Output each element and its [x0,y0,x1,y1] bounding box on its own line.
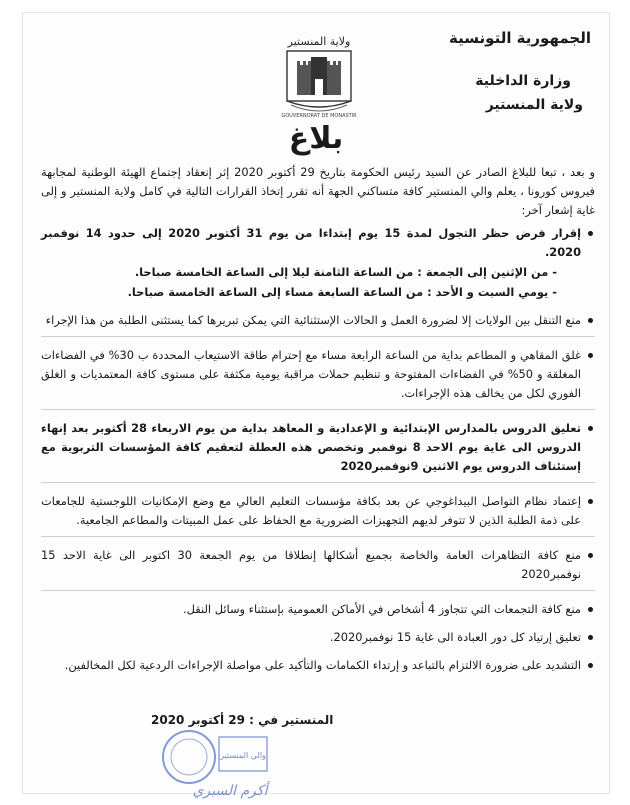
place-date: المنستير في : 29 أكتوبر 2020 [151,713,334,727]
list-item [41,224,595,302]
list-item-text: إقرار فرض حظر التجول لمدة 15 يوم إبتداءا من يوم 31 أكتوبر 2020 إلى حدود 14 نوفمبر 2020. [41,226,581,259]
list-item-text: التشديد على ضرورة الالتزام بالتباعد و إرتداء الكمامات والتأكيد على مواصلة الإجراءات الردعية لكل المخالفين. [64,658,581,672]
document-page [22,12,610,799]
logo-caption: GOUVERNORAT DE MONASTIR [281,113,357,119]
governorate-name: ولاية المنستير [485,97,583,113]
list-item-text: غلق المقاهي و المطاعم بداية من الساعة الرابعة مساء مع إحترام طاقة الاستيعاب المحددة ب 30% في الفضاءات المغلقة و 50% في الفضاءات المفتوحة و تنظيم حملات مراقبة يومية مكثفة على مستوى كافة المعتمديات و الغلق الفوري لكل من يخالف هذه الإجراءات. [41,348,581,400]
list-item [41,656,595,675]
list-item [41,311,595,337]
list-item-text: إعتماد نظام التواصل البيداغوجي عن بعد بكافة مؤسسات التعليم العالي مع وضع الإمكانيات اللوجستية للجامعات على ذمة الطلبة الذين لا تتوفر لديهم التجهيزات الضرورية مع الحفاظ على عمل المبيتات والمطاعم الجامعية. [41,494,581,527]
list-item [41,546,595,591]
republic-name: الجمهورية التونسية [449,29,591,47]
list-item [41,600,595,619]
curfew-weekdays: - من الإثنين إلى الجمعة : من الساعة الثامنة ليلا إلى الساعة الخامسة صباحا. [134,265,557,279]
ministry-name: وزارة الداخلية [475,73,571,89]
list-item-text: منع كافة التجمعات التي تتجاوز 4 أشخاص في الأماكن العمومية بإستثناء وسائل النقل. [183,602,581,616]
document-body [41,163,595,684]
list-item-text: تعليق إرتياد كل دور العبادة الى غاية 15 نوفمبر2020. [329,630,581,644]
list-item-text: منع التنقل بين الولايات إلا لضرورة العمل و الحالات الإستثنائية التي يمكن تبريرها كما يستثنى الطلبة من هذا الإجراء [45,313,581,327]
document-title: بلاغ [288,121,344,156]
list-item-text: منع كافة التظاهرات العامة والخاصة بجميع أشكالها إنطلاقا من يوم الجمعة 30 اكتوبر الى غاية الاحد 15 نوفمبر2020 [41,548,582,581]
stamp-text: والي المنستير [220,751,266,760]
list-item [41,628,595,647]
intro-paragraph: و بعد ، تبعا للبلاغ الصادر عن السيد رئيس الحكومة بتاريخ 29 أكتوبر 2020 إثر إنعقاد إجتماع الهيئة الوطنية لمجابهة فيروس كورونا ، يعلم والي المنستير كافة متساكني الجهة أنه تقرر إتخاذ القرارات التالية في كامل ولاية المنستير و إلى غاية إشعار آخر: [41,165,595,217]
decision-list [41,224,595,675]
letterhead [431,29,591,113]
list-item [41,492,595,537]
signature-text: أكرم السبري [192,783,268,799]
curfew-weekend: - يومي السبت و الأحد : من الساعة السابعة مساء إلى الساعة الخامسة صباحا. [127,285,557,299]
list-item [41,419,595,483]
list-item-text: تعليق الدروس بالمدارس الإبتدائية و الإعدادية و المعاهد بداية من يوم الاربعاء 28 أكتوبر بعد إنهاء الدروس الى غاية يوم الاحد 8 نوفمبر وتخصص هذه العطلة لتعقيم كافة المؤسسات التربوية مع إستئناف الدروس يوم الاثنين 9نوفمبر2020 [41,421,581,473]
logo-arabic-text: ولاية المنستير [287,35,351,48]
governorate-logo [275,31,363,119]
list-item [41,346,595,410]
